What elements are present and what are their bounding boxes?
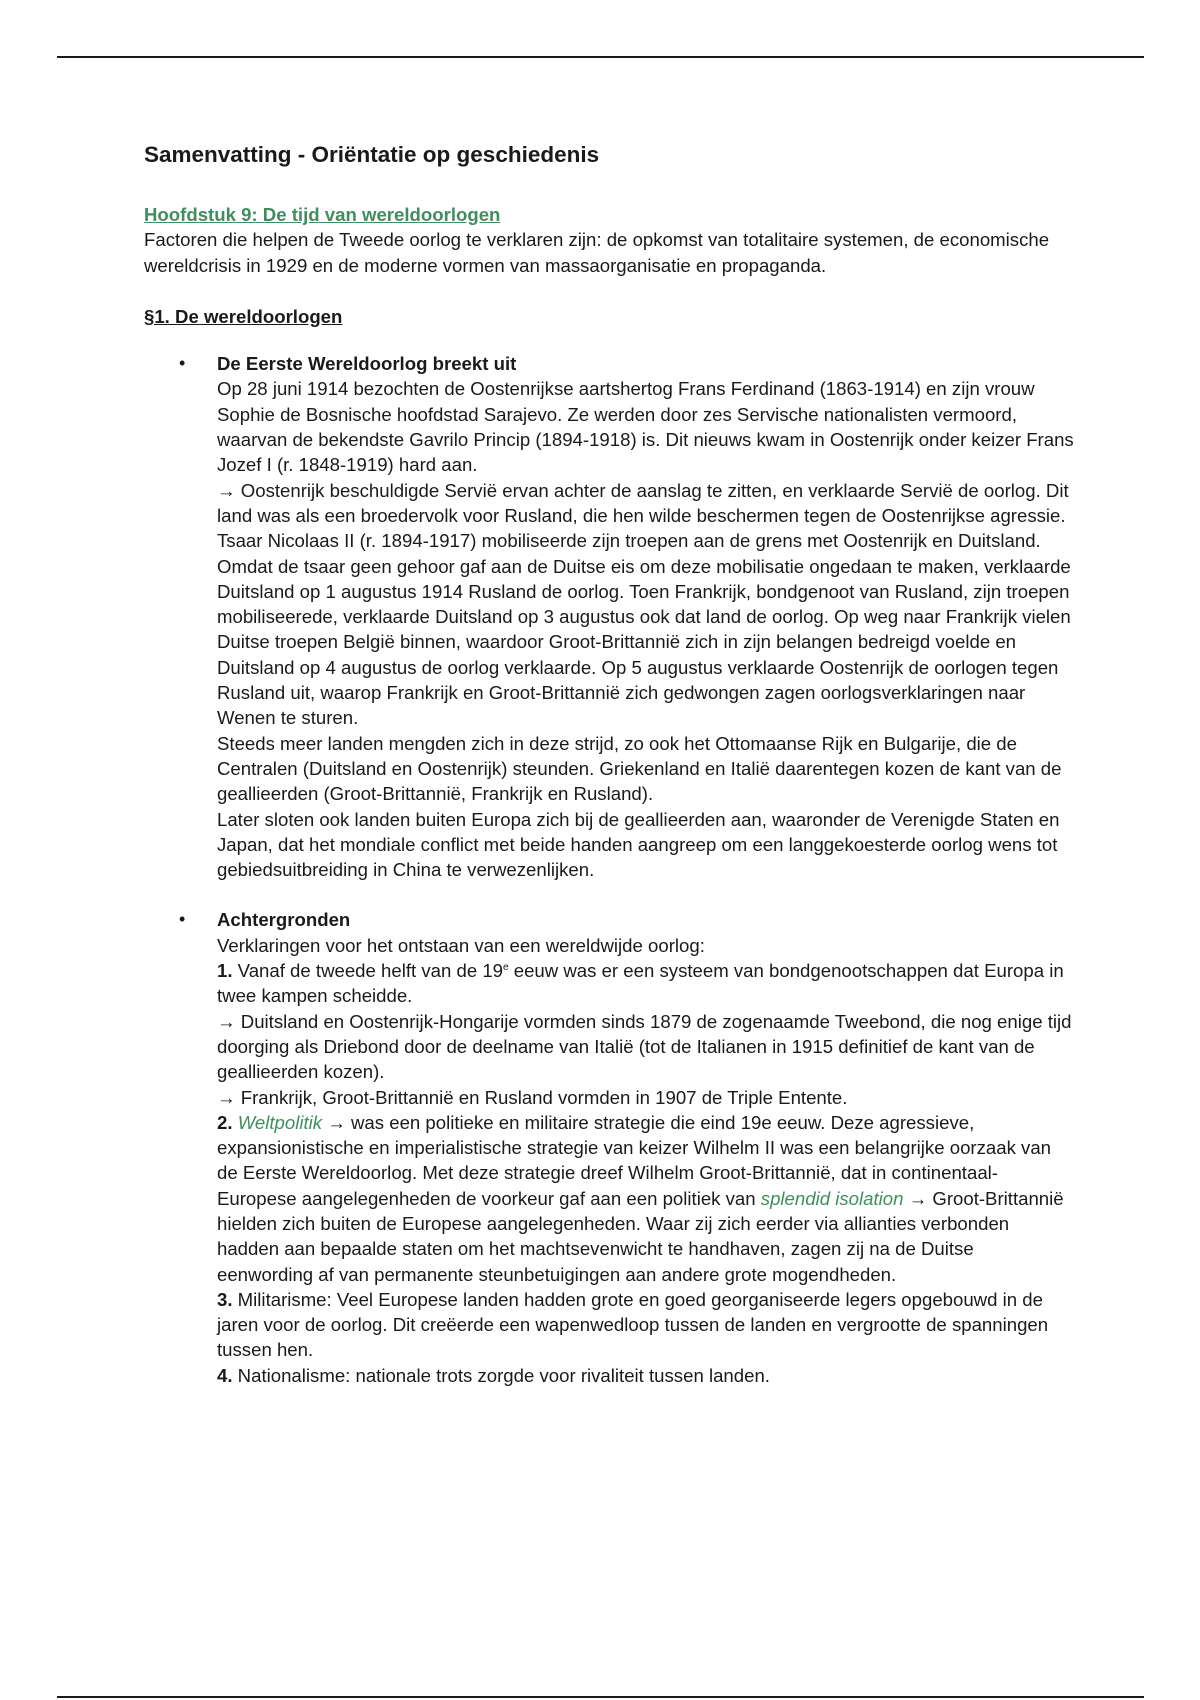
item-text: Militarisme: Veel Europese landen hadden grote en goed georganiseerde legers opgebouwd in de jaren voor de oorlog. Dit creëerde een wapenwedloop tussen de landen en vergrootte de spanningen tussen hen.: [217, 1288, 1049, 1361]
document-title: Samenvatting - Oriëntatie op geschiedenis: [144, 142, 600, 167]
numbered-item: [217, 958, 1074, 1009]
term-splendid-isolation: splendid isolation: [760, 1187, 904, 1209]
bullet-title: Achtergronden: [217, 909, 351, 931]
document-body: [144, 140, 1074, 1413]
item-text: eeuw was er een systeem van bondgenootschappen dat Europa in twee kampen scheidde.: [217, 960, 1064, 1007]
item-text: → Groot-Brittannië hielden zich buiten de Europese aangelegenheden. Waar zij zich eerder via allianties verbonden hadden aan bepaalde staten om het machtsevenwicht te handhaven, zagen zij na de Duitse eenwording af van permanente steunbetuigingen aan andere grote mogendheden.: [217, 1187, 1064, 1285]
intro-paragraph: Factoren die helpen de Tweede oorlog te verklaren zijn: de opkomst van totalitaire systemen, de economische wereldcrisis in 1929 en de moderne vormen van massaorganisatie en propaganda.: [144, 229, 1050, 276]
item-number: 3.: [217, 1288, 233, 1310]
bullet-title: De Eerste Wereldoorlog breekt uit: [217, 353, 517, 375]
numbered-item: [217, 1287, 1074, 1363]
paragraph: Op 28 juni 1914 bezochten de Oostenrijkse aartshertog Frans Ferdinand (1863-1914) en zijn vrouw Sophie de Bosnische hoofdstad Sarajevo. Ze werden door zes Servische nationalisten vermoord, waarvan de bekendste Gavrilo Princip (1894-1918) is. Dit nieuws kwam in Oostenrijk onder keizer Frans Jozef I (r. 1848-1919) hard aan.: [217, 378, 1074, 476]
bullet-list: [144, 351, 1074, 1388]
list-item: [144, 351, 1074, 882]
item-text: Vanaf de tweede helft van de 19: [232, 960, 504, 982]
item-number: 4.: [217, 1364, 233, 1386]
item-number: 2.: [217, 1111, 233, 1133]
paragraph: Verklaringen voor het ontstaan van een wereldwijde oorlog:: [217, 934, 705, 956]
numbered-item: [217, 1110, 1074, 1287]
paragraph: → Duitsland en Oostenrijk-Hongarije vormden sinds 1879 de zogenaamde Tweebond, die nog enige tijd doorging als Driebond door de deelname van Italië (tot de Italianen in 1915 definitief de kant van de geallieerden kozen).: [217, 1010, 1072, 1083]
bottom-rule: [57, 1696, 1144, 1698]
item-text: Nationalisme: nationale trots zorgde voor rivaliteit tussen landen.: [232, 1364, 770, 1386]
item-number: 1.: [217, 960, 233, 982]
list-item: [144, 907, 1074, 1388]
paragraph: Steeds meer landen mengden zich in deze strijd, zo ook het Ottomaanse Rijk en Bulgarije, die de Centralen (Duitsland en Oostenrijk) steunden. Griekenland en Italië daarentegen kozen de kant van de geallieerden (Groot-Brittannië, Frankrijk en Rusland).: [217, 732, 1062, 805]
paragraph: → Frankrijk, Groot-Brittannië en Rusland vormden in 1907 de Triple Entente.: [217, 1086, 848, 1108]
numbered-item: [217, 1363, 1074, 1388]
bullet-icon: •: [179, 909, 186, 930]
term-weltpolitik: Weltpolitik: [237, 1111, 323, 1133]
chapter-heading: Hoofdstuk 9: De tijd van wereldoorlogen: [144, 204, 501, 225]
section-heading: §1. De wereldoorlogen: [144, 305, 343, 327]
paragraph: → Oostenrijk beschuldigde Servië ervan achter de aanslag te zitten, en verklaarde Servië de oorlog. Dit land was als een broedervolk voor Rusland, die hen wilde beschermen tegen de Oostenrijkse agressie. Tsaar Nicolaas II (r. 1894-1917) mobiliseerde zijn troepen aan de grens met Oostenrijk en Duitsland. Omdat de tsaar geen gehoor gaf aan de Duitse eis om deze mobilisatie ongedaan te maken, verklaarde Duitsland op 1 augustus 1914 Rusland de oorlog. Toen Frankrijk, bondgenoot van Rusland, zijn troepen mobiliseerede, verklaarde Duitsland op 3 augustus ook dat land de oorlog. Op weg naar Frankrijk vielen Duitse troepen België binnen, waardoor Groot-Brittannië zich in zijn belangen bedreigd voelde en Duitsland op 4 augustus de oorlog verklaarde. Op 5 augustus verklaarde Oostenrijk de oorlogen tegen Rusland uit, waarop Frankrijk en Groot-Brittannië zich gedwongen zagen oorlogsverklaringen naar Wenen te sturen.: [217, 479, 1071, 729]
item-text: → was een politieke en militaire strategie die eind 19e eeuw. Deze agressieve, expansionistische en imperialistische strategie van keizer Wilhelm II was een belangrijke oorzaak van de Eerste Wereldoorlog. Met deze strategie dreef Wilhelm Groot-Brittannië, dat in continentaal-Europese aangelegenheden de voorkeur gaf aan een politiek van: [217, 1111, 1052, 1209]
superscript: e: [503, 961, 509, 973]
paragraph: Later sloten ook landen buiten Europa zich bij de geallieerden aan, waaronder de Verenigde Staten en Japan, dat het mondiale conflict met beide handen aangreep om een langgekoesterde oorlog wens tot gebiedsuitbreiding in China te verwezenlijken.: [217, 808, 1060, 881]
bullet-icon: •: [179, 353, 186, 374]
top-rule: [57, 56, 1144, 58]
